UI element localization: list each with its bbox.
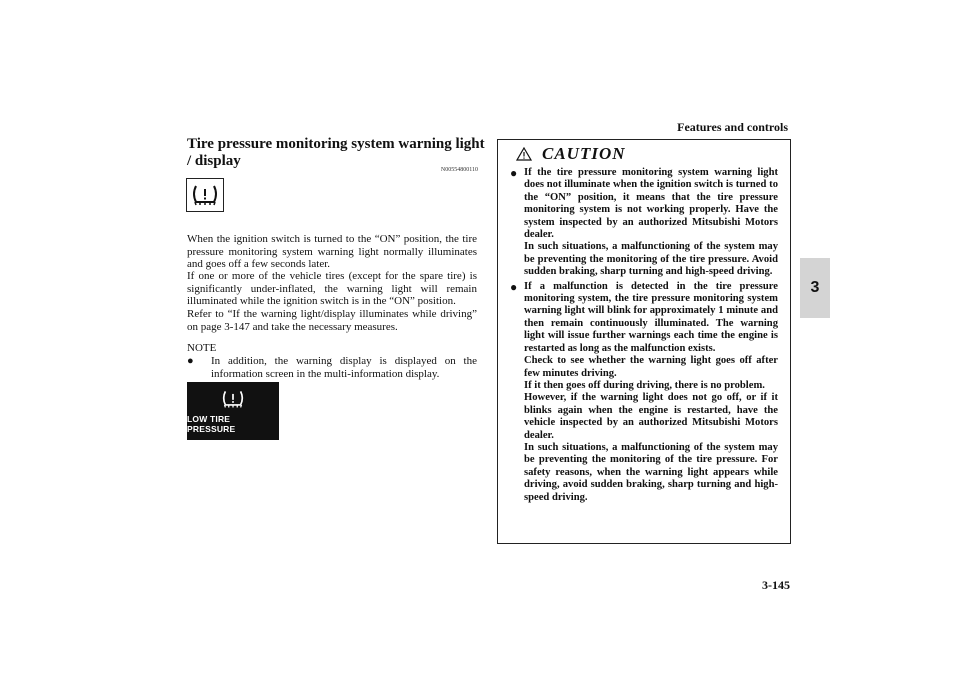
caution-text: If the tire pressure monitoring system warning light does not illuminate when the ignition switch is turned to the “ON” position, it means that the tire pressure monitoring system is not working properly. Have the system inspected by an authorized Mitsubishi Motors dealer. <box>524 167 778 241</box>
bullet-icon: ● <box>510 166 518 180</box>
warning-triangle-icon <box>516 147 532 161</box>
paragraph-2: If one or more of the vehicle tires (except for the spare tire) is significantly under-inflated, the warning light will remain illuminated while the ignition switch is in the “ON” position. <box>187 270 477 307</box>
caution-box <box>497 139 791 544</box>
reference-code: N00554800110 <box>440 167 478 173</box>
caution-item <box>510 167 778 279</box>
caution-text: Check to see whether the warning light goes off after few minutes driving. <box>524 355 778 379</box>
paragraph-3: Refer to “If the warning light/display illuminates while driving” on page 3-147 and take the necessary measures. <box>187 308 477 333</box>
caution-header <box>516 143 778 165</box>
bullet-icon: ● <box>187 355 194 367</box>
chapter-tab: 3 <box>800 258 830 318</box>
note-text: In addition, the warning display is displayed on the information screen in the multi-information display. <box>211 355 477 380</box>
section-header: Features and controls <box>677 120 788 134</box>
paragraph-1: When the ignition switch is turned to the “ON” position, the tire pressure monitoring system warning light normally illuminates and goes off a few seconds later. <box>187 233 477 270</box>
low-tire-pressure-display <box>187 382 279 440</box>
tire-pressure-warning-icon <box>186 178 224 212</box>
caution-text: In such situations, a malfunctioning of the system may be preventing the monitoring of the tire pressure. For safety reasons, when the warning light appears while driving, avoid sudden braking, sharp turning and high-speed driving. <box>524 441 778 503</box>
caution-item <box>510 281 778 504</box>
section-title: Tire pressure monitoring system warning light / display <box>187 136 485 169</box>
caution-title: CAUTION <box>542 144 626 163</box>
tire-pressure-warning-icon <box>220 388 246 410</box>
caution-text: In such situations, a malfunctioning of the system may be preventing the monitoring of the tire pressure. Avoid sudden braking, sharp turning and high-speed driving. <box>524 241 778 278</box>
caution-text: If it then goes off during driving, there is no problem. <box>524 379 765 391</box>
caution-text: If a malfunction is detected in the tire pressure monitoring system, the tire pressure monitoring system warning light will blink for approximately 1 minute and then remain continuously illuminated. The warning light will issue further warnings each time the engine is restarted as long as the malfunction exists. <box>524 280 778 354</box>
note-item <box>187 355 477 380</box>
caution-text: However, if the warning light does not go off, or if it blinks again when the engine is restarted, have the vehicle inspected by an authorized Mitsubishi Motors dealer. <box>524 392 778 441</box>
page-number: 3-145 <box>762 578 790 592</box>
bullet-icon: ● <box>510 279 518 294</box>
note-label: NOTE <box>187 342 217 354</box>
display-label: LOW TIRE PRESSURE <box>187 414 236 434</box>
